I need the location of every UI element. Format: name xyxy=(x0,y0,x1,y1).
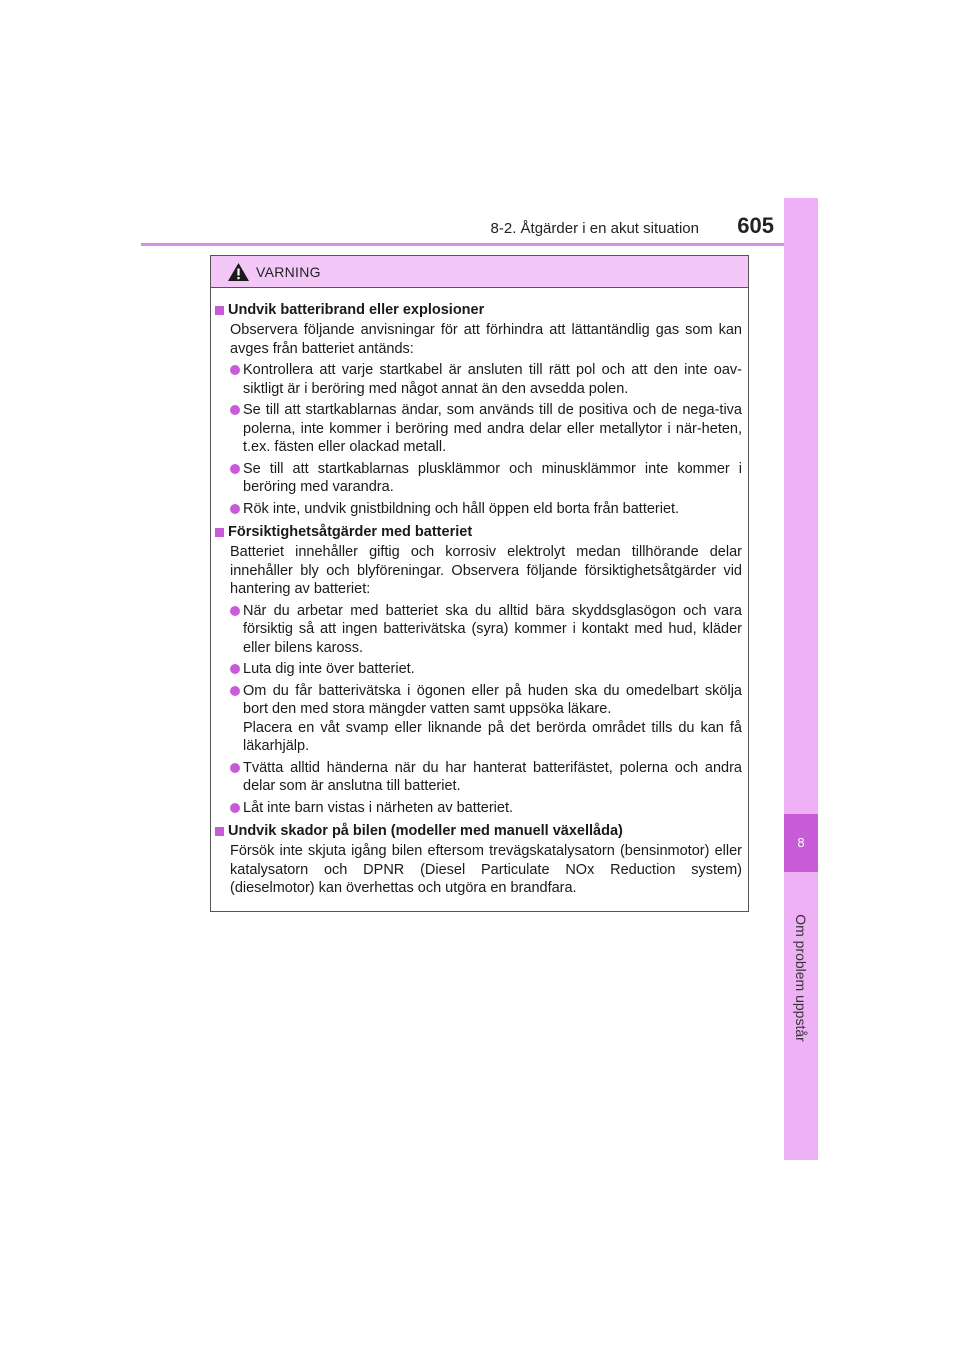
circle-bullet-icon xyxy=(230,504,240,514)
list-item xyxy=(230,401,742,457)
circle-bullet-icon xyxy=(230,405,240,415)
list-item xyxy=(230,759,742,796)
list-item xyxy=(230,799,742,818)
section-title xyxy=(215,523,742,542)
page-number: 605 xyxy=(737,213,774,238)
list-item-text: Kontrollera att varje startkabel är ansluten till rätt pol och att den inte oav-siktligt är i beröring med något annat än den avsedda polen. xyxy=(243,362,742,397)
list-item-text: Se till att startkablarnas ändar, som används till de positiva och de nega-tiva polerna, inte kommer i beröring med andra delar eller metallytor i när-heten, t.ex. fästen eller olackad metall. xyxy=(243,402,742,455)
square-bullet-icon xyxy=(215,306,224,315)
warning-header xyxy=(211,256,748,288)
list-item xyxy=(230,660,742,679)
square-bullet-icon xyxy=(215,528,224,537)
chapter-number: 8 xyxy=(784,814,818,872)
circle-bullet-icon xyxy=(230,464,240,474)
header-section-title: 8-2. Åtgärder i en akut situation xyxy=(490,220,699,237)
circle-bullet-icon xyxy=(230,763,240,773)
list-item xyxy=(230,361,742,398)
circle-bullet-icon xyxy=(230,664,240,674)
list-item xyxy=(230,460,742,497)
circle-bullet-icon xyxy=(230,365,240,375)
header-rule xyxy=(141,243,818,246)
warning-label: VARNING xyxy=(256,263,321,280)
list-item-text xyxy=(243,682,742,756)
list-item-text-extra: Placera en våt svamp eller liknande på det berörda området tills du kan få läkarhjälp. xyxy=(243,719,742,754)
warning-triangle-icon xyxy=(227,262,250,282)
warning-body xyxy=(211,288,748,898)
list-item-text: När du arbetar med batteriet ska du alltid bära skyddsglasögon och vara försiktig så att ingen batterivätska (syra) kommer i kontakt med hud, kläder eller bilens kaross. xyxy=(243,602,742,656)
section-title-text: Undvik skador på bilen (modeller med manuell växellåda) xyxy=(228,823,623,839)
chapter-label: Om problem uppstår xyxy=(793,914,809,1042)
section-title-text: Undvik batteribrand eller explosioner xyxy=(228,302,485,318)
warning-box xyxy=(210,255,749,912)
circle-bullet-icon xyxy=(230,803,240,813)
list-item-text: Rök inte, undvik gnistbildning och håll öppen eld borta från batteriet. xyxy=(243,500,680,517)
section-title xyxy=(215,822,742,841)
list-item-text-main: Om du får batterivätska i ögonen eller på huden ska du omedelbart skölja bort den med stora mängder vatten samt uppsöka läkare. xyxy=(243,682,742,717)
list-item-text: Luta dig inte över batteriet. xyxy=(243,661,415,677)
section-intro: Batteriet innehåller giftig och korrosiv elektrolyt medan tillhörande delar innehåller bly och blyföreningar. Observera följande försiktighetsåtgärder vid hantering av batteriet: xyxy=(230,544,742,597)
section-title-text: Försiktighetsåtgärder med batteriet xyxy=(228,524,473,540)
list-item-text: Låt inte barn vistas i närheten av batteriet. xyxy=(243,799,514,816)
list-item-text: Tvätta alltid händerna när du har hanterat batterifästet, polerna och andra delar som är anslutna till batteriet. xyxy=(243,759,742,794)
list-item-text: Se till att startkablarnas plusklämmor och minusklämmor inte kommer i beröring med varandra. xyxy=(243,460,742,495)
section-intro: Försök inte skjuta igång bilen eftersom trevägskatalysatorn (bensinmotor) eller katalysatorn och DPNR (Diesel Particulate NOx Reduction system) (dieselmotor) kan överhettas och utgöra en brandfara. xyxy=(230,843,742,896)
list-item xyxy=(230,682,742,756)
list-item xyxy=(230,602,742,658)
square-bullet-icon xyxy=(215,827,224,836)
circle-bullet-icon xyxy=(230,686,240,696)
section-intro: Observera följande anvisningar för att förhindra att lättantändlig gas som kan avges från batteriet antänds: xyxy=(230,322,742,357)
circle-bullet-icon xyxy=(230,606,240,616)
list-item xyxy=(230,500,742,519)
section-title xyxy=(215,301,742,320)
